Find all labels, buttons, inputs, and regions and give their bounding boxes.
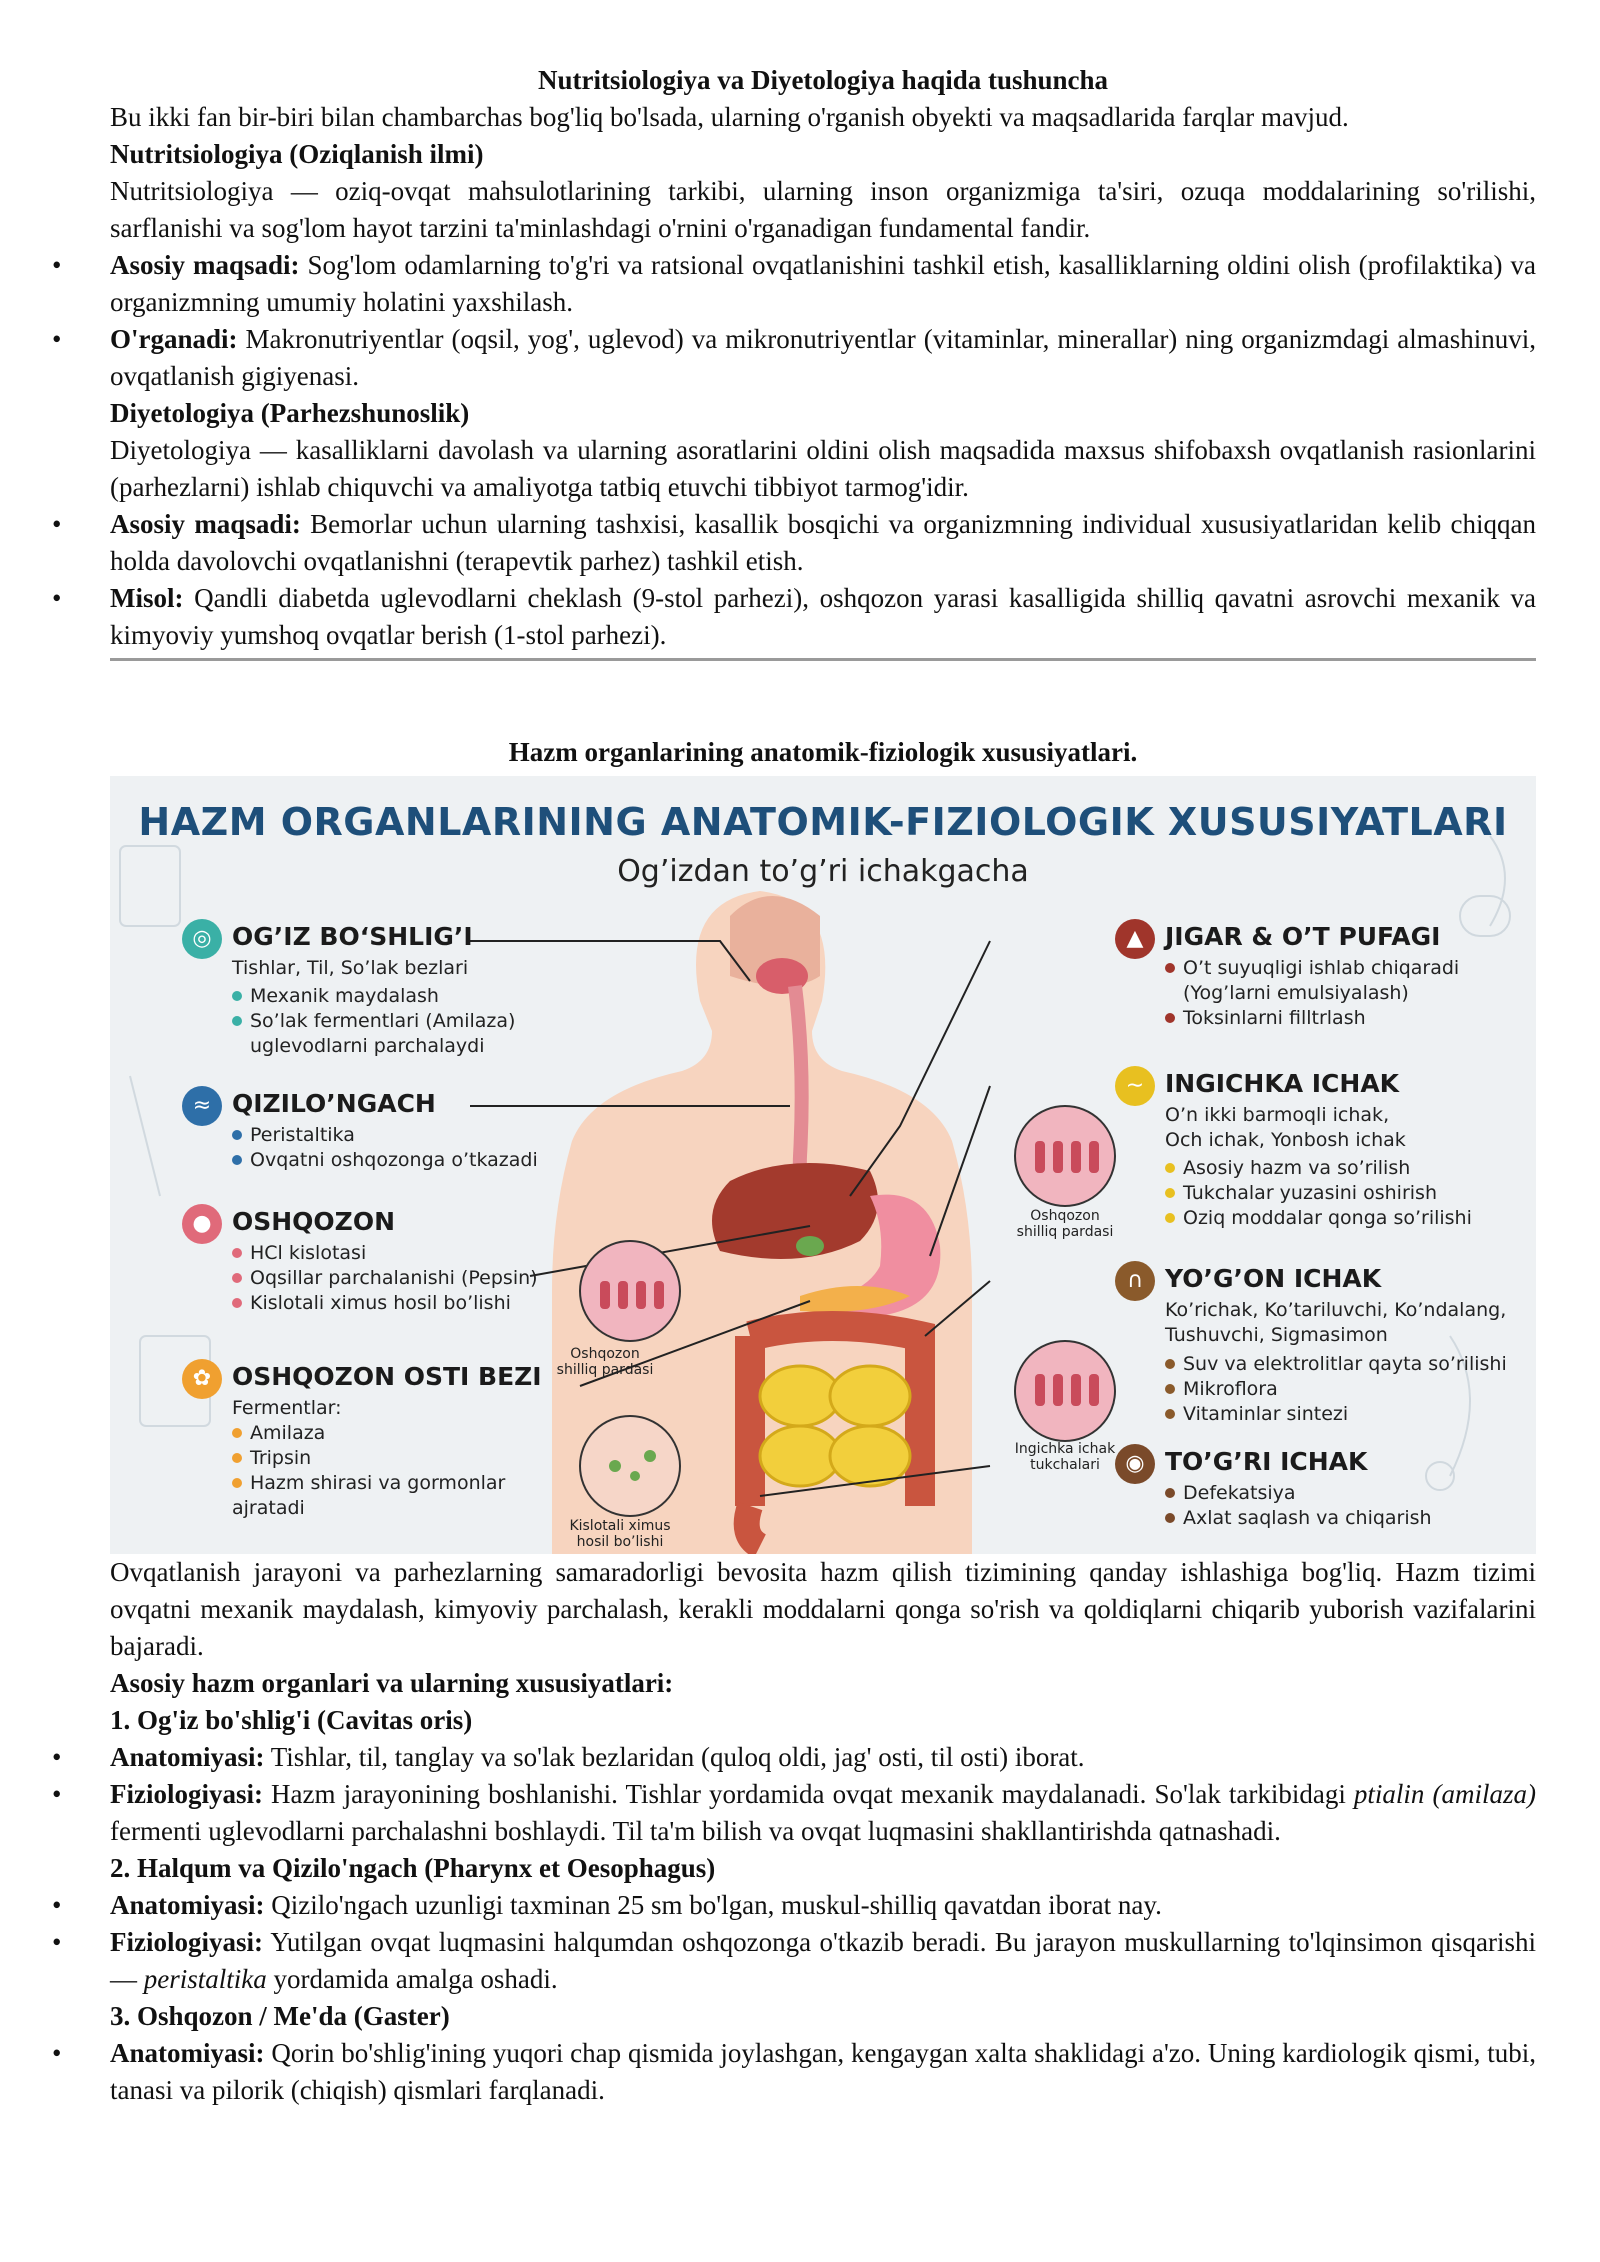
small-intestine-title: INGICHKA ICHAK xyxy=(1165,1069,1400,1098)
oral-cavity-title: OG’IZ BO‘SHLIG’I xyxy=(232,922,473,951)
intro-paragraph: Bu ikki fan bir-biri bilan chambarchas bog'liq bo'lsada, ularning o'rganish obyekti va maqsadlarida farqlar mavjud. xyxy=(110,102,1349,132)
organ1-heading: 1. Og'iz bo'shlig'i (Cavitas oris) xyxy=(110,1705,473,1735)
digestive-system-infographic xyxy=(110,776,1536,1554)
section1-title: Nutritsiologiya va Diyetologiya haqida tushuncha xyxy=(537,65,1109,95)
caption-mucosa-left: Oshqozon shilliq pardasi xyxy=(556,1346,654,1378)
pancreas-icon: ✿ xyxy=(182,1359,222,1399)
stomach-icon: ● xyxy=(182,1204,222,1244)
document-page xyxy=(110,62,1536,2109)
organ2-list xyxy=(110,1887,1536,1998)
liver-title: JIGAR & O’T PUFAGI xyxy=(1165,922,1441,951)
list-item: • Asosiy maqsadi: Bemorlar uchun ularning tashxisi, kasallik bosqichi va organizmning individual xususiyatlaridan kelib chiqqan holda davolovchi ovqatlanishni (terapevtik parhez) tashkil etish. xyxy=(110,506,1536,580)
esophagus-list: Peristaltika Ovqatni oshqozonga o’tkazadi xyxy=(232,1123,562,1173)
section2-title: Hazm organlarining anatomik-fiziologik xususiyatlari. xyxy=(508,737,1138,767)
stomach-title: OSHQOZON xyxy=(232,1207,395,1236)
organ2-heading: 2. Halqum va Qizilo'ngach (Pharynx et Oesophagus) xyxy=(110,1853,716,1883)
organs-heading: Asosiy hazm organlari va ularning xususiyatlari: xyxy=(110,1668,674,1698)
list-item: • Anatomiyasi: Qizilo'ngach uzunligi taxminan 25 sm bo'lgan, muskul-shilliq qavatdan iborat nay. xyxy=(110,1887,1536,1924)
list-item: • Fiziologiyasi: Hazm jarayonining boshlanishi. Tishlar yordamida ovqat mexanik maydalanadi. So'lak tarkibidagi ptialin (amilaza) fermenti uglevodlarni parchalashni boshlaydi. Til ta'm bilish va ovqat luqmasini shakllantirishda qatnashadi. xyxy=(110,1776,1536,1850)
list-item: • Anatomiyasi: Qorin bo'shlig'ining yuqori chap qismida joylashgan, kengaygan xalta shaklidagi a'zo. Uning kardiologik qismi, tubi, tanasi va pilorik (chiqish) qismlari farqlanadi. xyxy=(110,2035,1536,2109)
liver-list: O’t suyuqligi ishlab chiqaradi (Yog’larni emulsiyalash) Toksinlarni filltrlash xyxy=(1165,956,1525,1031)
large-intestine-sub: Ko’richak, Ko’tariluvchi, Ko’ndalang, Tushuvchi, Sigmasimon xyxy=(1165,1299,1507,1346)
large-intestine-icon: ∩ xyxy=(1115,1261,1155,1301)
diyetologiya-list xyxy=(110,506,1536,654)
oral-cavity-list: Mexanik maydalash So’lak fermentlari (Amilaza) uglevodlarni parchalaydi xyxy=(232,984,562,1059)
rectum-title: TO’G’RI ICHAK xyxy=(1165,1447,1368,1476)
list-item: • Anatomiyasi: Tishlar, til, tanglay va so'lak bezlaridan (quloq oldi, jag' osti, til osti) iborat. xyxy=(110,1739,1536,1776)
pancreas-list: Fermentlar: Amilaza Tripsin Hazm shirasi va gormonlar ajratadi xyxy=(232,1397,506,1519)
organ1-list xyxy=(110,1739,1536,1850)
nutritsiologiya-heading: Nutritsiologiya (Oziqlanish ilmi) xyxy=(110,139,484,169)
large-intestine-list: Suv va elektrolitlar qayta so’rilishi Mikroflora Vitaminlar sintezi xyxy=(1165,1352,1530,1427)
pancreas-title: OSHQOZON OSTI BEZI xyxy=(232,1362,542,1391)
small-intestine-list: Asosiy hazm va so’rilish Tukchalar yuzasini oshirish Oziq moddalar qonga so’rilishi xyxy=(1165,1156,1525,1231)
caption-chyme: Kislotali ximus hosil bo’lishi xyxy=(569,1518,671,1550)
list-item: • Fiziologiyasi: Yutilgan ovqat luqmasini halqumdan oshqozonga o'tkazib beradi. Bu jarayon muskullarning to'lqinsimon qisqarishi — peristaltika yordamida amalga oshadi. xyxy=(110,1924,1536,1998)
rectum-icon: ◉ xyxy=(1115,1444,1155,1484)
list-item: • O'rganadi: Makronutriyentlar (oqsil, yog', uglevod) va mikronutriyentlar (vitaminlar, minerallar) ning organizmdagi almashinuvi, ovqatlanish gigiyenasi. xyxy=(110,321,1536,395)
small-intestine-sub: O’n ikki barmoqli ichak, Och ichak, Yonbosh ichak xyxy=(1165,1104,1406,1151)
infographic-subtitle: Og’izdan to’g’ri ichakgacha xyxy=(617,854,1029,889)
oral-cavity-sub: Tishlar, Til, So’lak bezlari xyxy=(232,957,469,979)
infographic-title: HAZM ORGANLARINING ANATOMIK-FIZIOLOGIK XUSUSIYATLARI xyxy=(138,800,1508,844)
nutritsiologiya-paragraph: Nutritsiologiya — oziq-ovqat mahsulotlarining tarkibi, ularning inson organizmiga ta'siri, ozuqa moddalarining so'rilishi, sarflanishi va sog'lom hayot tarzini ta'minlashdagi o'rnini o'rganadigan fundamental fandir. xyxy=(110,176,1536,243)
esophagus-icon: ≈ xyxy=(182,1086,222,1126)
esophagus-title: QIZILO’NGACH xyxy=(232,1089,436,1118)
tooth-icon: ◎ xyxy=(182,919,222,959)
stomach-list: HCl kislotasi Oqsillar parchalanishi (Pepsin) Kislotali ximus hosil bo’lishi xyxy=(232,1241,572,1316)
caption-villi: Ingichka ichak tukchalari xyxy=(1014,1441,1116,1473)
diyetologiya-heading: Diyetologiya (Parhezshunoslik) xyxy=(110,398,470,428)
caption-mucosa-right: Oshqozon shilliq pardasi xyxy=(1016,1208,1114,1240)
list-item: • Misol: Qandli diabetda uglevodlarni cheklash (9-stol parhezi), oshqozon yarasi kasalligida shilliq qavatni asrovchi mexanik va kimyoviy yumshoq ovqatlar berish (1-stol parhezi). xyxy=(110,580,1536,654)
organ3-heading: 3. Oshqozon / Me'da (Gaster) xyxy=(110,2001,450,2031)
digestion-paragraph: Ovqatlanish jarayoni va parhezlarning samaradorligi bevosita hazm qilish tizimining qanday ishlashiga bog'liq. Hazm tizimi ovqatni mexanik maydalash, kimyoviy parchalash, kerakli moddalarni qonga so'rish va qoldiqlarni chiqarib yuborish vazifalarini bajaradi. xyxy=(110,1557,1536,1661)
list-item: • Asosiy maqsadi: Sog'lom odamlarning to'g'ri va ratsional ovqatlanishini tashkil etish, kasalliklarning oldini olish (profilaktika) va organizmning umumiy holatini yaxshilash. xyxy=(110,247,1536,321)
nutritsiologiya-list xyxy=(110,247,1536,395)
rectum-list: Defekatsiya Axlat saqlash va chiqarish xyxy=(1165,1481,1525,1531)
large-intestine-title: YO’G’ON ICHAK xyxy=(1165,1264,1382,1293)
small-intestine-icon: ∼ xyxy=(1115,1066,1155,1106)
organ3-list xyxy=(110,2035,1536,2109)
liver-icon: ▲ xyxy=(1115,919,1155,959)
diyetologiya-paragraph: Diyetologiya — kasalliklarni davolash va ularning asoratlarini oldini olish maqsadida maxsus shifobaxsh ovqatlanish rasionlarini (parhezlarni) ishlab chiquvchi va amaliyotga tatbiq etuvchi tibbiyot tarmog'idir. xyxy=(110,435,1536,502)
